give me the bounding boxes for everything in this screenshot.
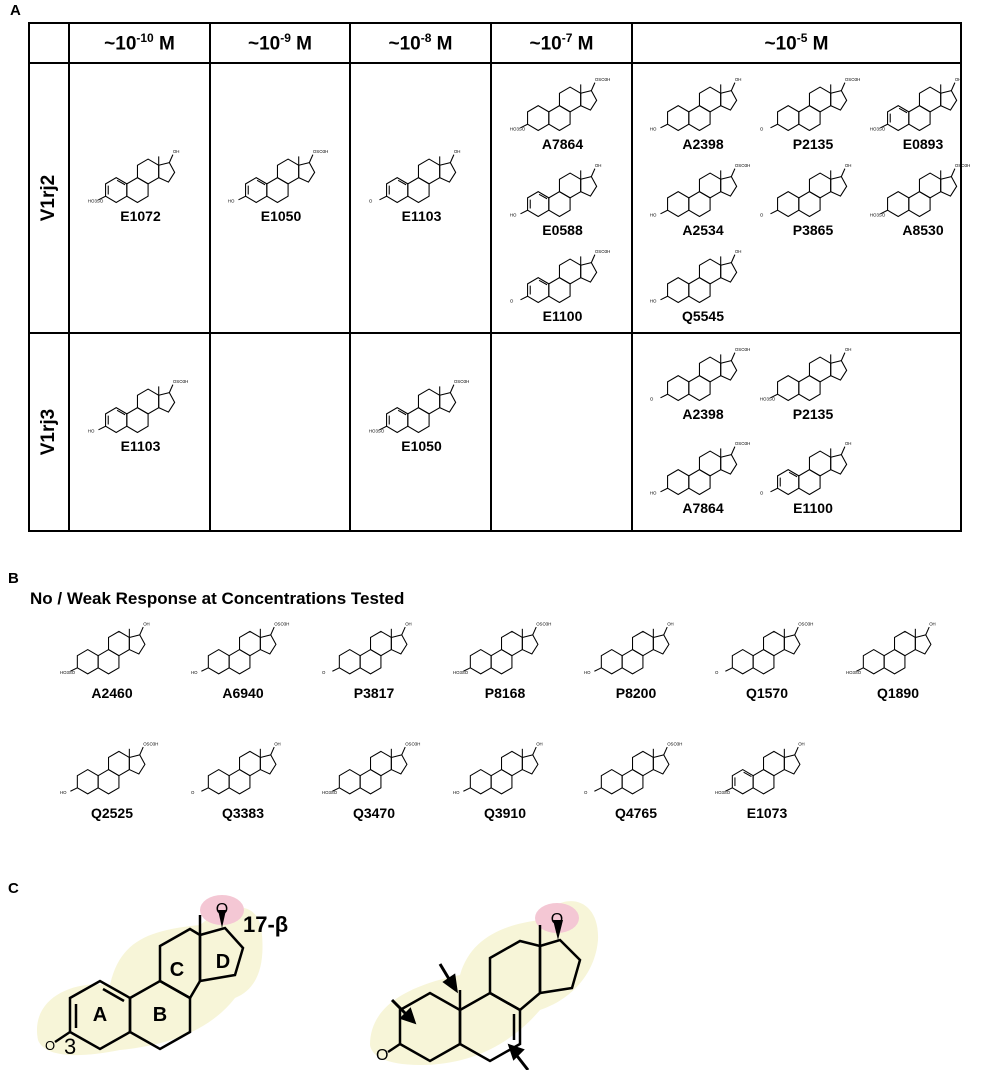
substituent-3: O [649, 396, 654, 402]
compound-q3383 [183, 736, 303, 821]
compound-a2460 [52, 616, 172, 701]
structure-icon [453, 736, 557, 798]
cell-v1rj3-c2 [210, 333, 350, 531]
compound-label: E1050 [260, 208, 302, 224]
substituent-3: HO [649, 490, 657, 496]
structure-icon [191, 616, 295, 678]
structure-icon [715, 736, 819, 798]
compound-e1103 [77, 374, 205, 454]
oxygen-17-left: O [215, 901, 229, 918]
structure-icon [509, 158, 617, 220]
response-table [28, 22, 971, 532]
substituent-17: OSO3H [798, 621, 814, 627]
substituent-3: HO3SO [87, 198, 103, 204]
structure-icon [60, 736, 164, 798]
compound-label: A6940 [222, 685, 264, 701]
substituent-17: OH [798, 741, 805, 747]
compound-label: A2398 [682, 136, 724, 152]
substituent-3: HO3SO [869, 212, 886, 218]
structure-icon [649, 436, 757, 498]
compound-label: Q3910 [483, 805, 527, 821]
structure-icon [509, 72, 617, 134]
compound-a2534 [639, 158, 767, 238]
ring-label-b: B [152, 1004, 168, 1026]
cell-v1rj2-c3 [350, 63, 491, 333]
panel-b-title: No / Weak Response at Concentrations Tested [30, 589, 405, 608]
compound-e1072 [77, 144, 205, 224]
cell-v1rj3-c5 [632, 333, 961, 531]
compound-label: E1072 [120, 208, 161, 224]
compound-a7864 [499, 72, 627, 152]
structure-icon [227, 144, 335, 206]
panel-label-c: C [8, 880, 19, 897]
panel-label-a: A [10, 2, 21, 19]
compound-a2398 [639, 342, 767, 422]
ring-label-a: A [92, 1004, 108, 1026]
compound-e0588 [499, 158, 627, 238]
substituent-3: HO3SO [453, 669, 469, 675]
substituent-3: HO [649, 298, 657, 304]
compound-e1100 [499, 244, 627, 324]
structure-icon [715, 616, 819, 678]
compound-label: P3865 [792, 222, 834, 238]
substituent-17: OSO3H [734, 440, 751, 446]
substituent-3: O [759, 126, 764, 132]
substituent-3: HO3SO [869, 126, 886, 132]
substituent-3: HO [649, 126, 657, 132]
cell-v1rj3-c1 [69, 333, 210, 531]
structure-icon [509, 244, 617, 306]
oxygen-3-left: O [45, 1038, 56, 1053]
panel-c-diagram [0, 880, 962, 1070]
compound-a8530 [859, 158, 987, 238]
substituent-3: HO3SO [368, 428, 384, 434]
structure-icon [87, 144, 195, 206]
structure-icon [649, 72, 757, 134]
substituent-17: OH [453, 148, 460, 154]
structure-icon [759, 72, 867, 134]
compound-label: P3817 [353, 685, 395, 701]
compound-label: Q4765 [614, 805, 658, 821]
compound-e1100 [749, 436, 877, 516]
substituent-3: O [759, 212, 764, 218]
compound-label: Q1890 [876, 685, 920, 701]
header-conc-4: $\sim 10^{-7}$ M [491, 23, 632, 63]
compound-a7864 [639, 436, 767, 516]
substituent-17: OSO3H [734, 346, 751, 352]
compound-label: A2534 [682, 222, 724, 238]
substituent-17: OH [734, 248, 742, 254]
structure-icon [584, 736, 688, 798]
substituent-3: O [322, 669, 326, 675]
compound-q3910 [445, 736, 565, 821]
header-conc-2: $\sim 10^{-9}$ M [210, 23, 350, 63]
compound-label: P8168 [484, 685, 526, 701]
arrow-icon [510, 1046, 522, 1058]
substituent-3: HO [584, 669, 591, 675]
panel-label-b: B [8, 570, 19, 587]
compound-label: A7864 [541, 136, 584, 152]
substituent-17: OSO3H [844, 76, 861, 82]
compound-e1050 [358, 374, 486, 454]
compound-label: A7864 [682, 500, 724, 516]
substituent-17: OH [143, 621, 150, 627]
compound-q1570 [707, 616, 827, 701]
substituent-3: HO3SO [846, 669, 862, 675]
compound-label: A8530 [902, 222, 944, 238]
cell-v1rj2-c4 [491, 63, 632, 333]
substituent-17: OH [929, 621, 936, 627]
structure-icon [322, 616, 426, 678]
header-conc-3: $\sim 10^{-8}$ M [350, 23, 491, 63]
substituent-3: HO3SO [759, 396, 776, 402]
compound-q5545 [639, 244, 767, 324]
compound-p8200 [576, 616, 696, 701]
compound-label: Q3383 [221, 805, 265, 821]
structure-icon [368, 374, 476, 436]
compound-label: E1103 [120, 438, 161, 454]
compound-q3470 [314, 736, 434, 821]
substituent-17: OSO3H [594, 248, 610, 254]
substituent-3: HO [509, 212, 516, 218]
header-conc-1: $\sim 10^{-10}$ M [69, 23, 210, 63]
structure-icon [846, 616, 950, 678]
substituent-17: OH [536, 741, 543, 747]
oxygen-3-right: O [376, 1047, 389, 1064]
compound-p3865 [749, 158, 877, 238]
compound-label: Q2525 [90, 805, 134, 821]
substituent-17: OSO3H [954, 162, 971, 168]
substituent-3: HO [191, 669, 198, 675]
label-17-beta: 17-β [243, 912, 289, 937]
compound-label: Q5545 [681, 308, 725, 324]
compound-e1050 [217, 144, 345, 224]
substituent-17: OSO3H [274, 621, 290, 627]
structure-icon [759, 158, 867, 220]
compound-label: A2460 [91, 685, 133, 701]
structure-icon [584, 616, 688, 678]
steroid-scaffold [370, 901, 598, 1070]
structure-icon [368, 144, 476, 206]
substituent-3: HO3SO [509, 126, 525, 132]
compound-label: E1050 [401, 438, 442, 454]
compound-label: A2398 [682, 406, 724, 422]
compound-q1890 [838, 616, 958, 701]
substituent-17: OSO3H [536, 621, 552, 627]
oxygen-17-right: O [550, 911, 564, 928]
compound-p2135 [749, 72, 877, 152]
substituent-17: OH [844, 162, 852, 168]
substituent-17: OSO3H [667, 741, 683, 747]
substituent-3: HO3SO [715, 789, 731, 795]
cell-v1rj3-c4 [491, 333, 632, 531]
substituent-3: HO [453, 789, 460, 795]
compound-q2525 [52, 736, 172, 821]
structure-icon [869, 72, 977, 134]
compound-a2398 [639, 72, 767, 152]
substituent-17: OH [172, 148, 179, 154]
row-label-v1rj2: V1rj2 [29, 63, 69, 333]
compound-p8168 [445, 616, 565, 701]
header-corner [29, 23, 69, 63]
compound-label: E1100 [542, 308, 583, 324]
substituent-17: OH [405, 621, 412, 627]
ring-label-d: D [215, 951, 231, 973]
substituent-3: HO3SO [60, 669, 76, 675]
substituent-17: OSO3H [734, 162, 751, 168]
substituent-17: OSO3H [453, 378, 469, 384]
substituent-3: O [368, 198, 372, 204]
compound-e1073 [707, 736, 827, 821]
substituent-3: HO [227, 198, 235, 204]
substituent-3: O [759, 490, 764, 496]
substituent-3: O [584, 789, 588, 795]
substituent-3: HO [649, 212, 657, 218]
substituent-17: OSO3H [312, 148, 329, 154]
compound-label: E0893 [902, 136, 944, 152]
substituent-17: OH [844, 346, 852, 352]
substituent-17: OSO3H [172, 378, 188, 384]
ring-label-c: C [169, 959, 185, 981]
cell-v1rj2-c2 [210, 63, 350, 333]
substituent-17: OH [274, 741, 281, 747]
substituent-3: O [715, 669, 719, 675]
substituent-17: OH [844, 440, 852, 446]
structure-icon [453, 616, 557, 678]
compound-label: E1103 [401, 208, 442, 224]
structure-icon [191, 736, 295, 798]
substituent-17: OSO3H [594, 76, 610, 82]
structure-icon [649, 342, 757, 404]
substituent-3: HO [87, 428, 94, 434]
compound-p2135 [749, 342, 877, 422]
header-conc-5: $\sim 10^{-5}$ M [632, 23, 961, 63]
structure-icon [869, 158, 977, 220]
substituent-17: OH [667, 621, 674, 627]
compound-label: P2135 [792, 406, 834, 422]
compound-q4765 [576, 736, 696, 821]
cell-v1rj3-c3 [350, 333, 491, 531]
compound-label: P2135 [792, 136, 834, 152]
compound-e0893 [859, 72, 987, 152]
structure-icon [649, 244, 757, 306]
compound-label: Q3470 [352, 805, 396, 821]
substituent-17: OH [954, 76, 962, 82]
compound-p3817 [314, 616, 434, 701]
substituent-17: OSO3H [143, 741, 159, 747]
cell-v1rj2-c1 [69, 63, 210, 333]
compound-label: Q1570 [745, 685, 789, 701]
compound-label: P8200 [615, 685, 657, 701]
compound-label: E1100 [793, 500, 833, 516]
compound-e1103 [358, 144, 486, 224]
compound-label: E1073 [746, 805, 788, 821]
substituent-3: HO3SO [322, 789, 338, 795]
structure-icon [649, 158, 757, 220]
substituent-17: OH [734, 76, 742, 82]
structure-icon [759, 342, 867, 404]
structure-icon [60, 616, 164, 678]
compound-a6940 [183, 616, 303, 701]
substituent-17: OSO3H [405, 741, 421, 747]
substituent-3: HO [60, 789, 67, 795]
structure-icon [87, 374, 195, 436]
position-3-label: 3 [64, 1034, 77, 1059]
structure-icon [759, 436, 867, 498]
cell-v1rj2-c5 [632, 63, 971, 333]
substituent-3: O [509, 298, 513, 304]
compound-label: E0588 [542, 222, 583, 238]
estrogen-scaffold [37, 895, 288, 1059]
substituent-3: O [191, 789, 195, 795]
substituent-17: OH [594, 162, 601, 168]
row-label-v1rj3: V1rj3 [29, 333, 69, 531]
structure-icon [322, 736, 426, 798]
